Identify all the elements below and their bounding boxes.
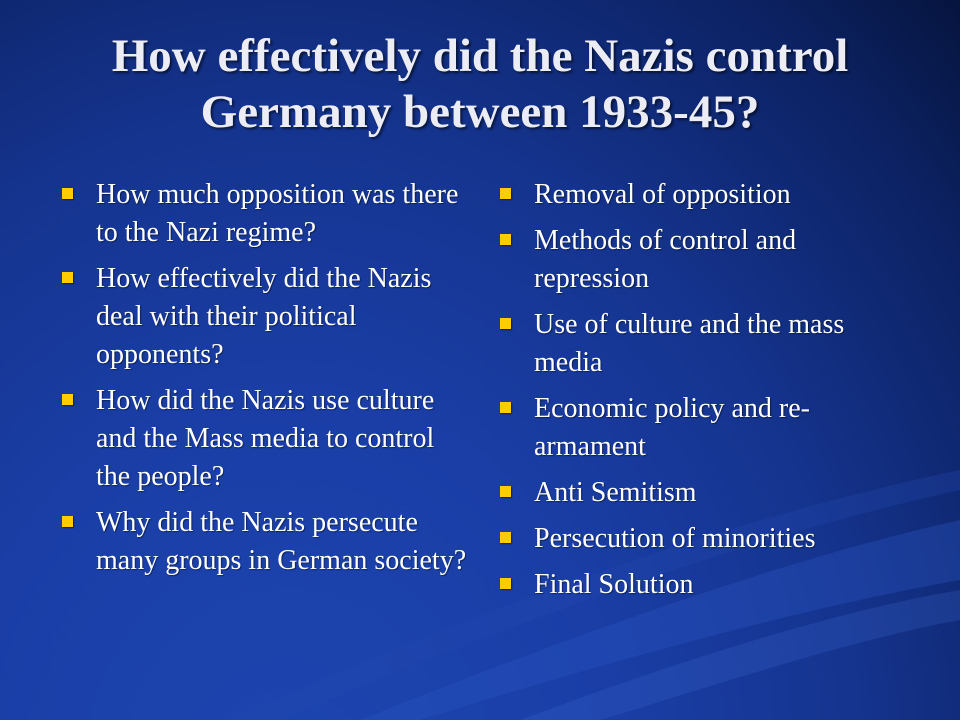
list-item-text: Why did the Nazis persecute many groups in German society? (96, 507, 467, 576)
list-item (498, 474, 918, 512)
list-item (498, 222, 918, 298)
square-bullet-icon (500, 188, 511, 199)
list-item (498, 520, 918, 558)
square-bullet-icon (62, 272, 73, 283)
list-item-text: Use of culture and the mass media (534, 309, 845, 378)
list-item (498, 306, 918, 382)
list-item-text: Removal of opposition (534, 179, 791, 210)
list-item-text: Final Solution (534, 569, 694, 600)
list-item (60, 382, 470, 496)
square-bullet-icon (62, 188, 73, 199)
square-bullet-icon (62, 394, 73, 405)
right-bullet-list (498, 176, 918, 612)
square-bullet-icon (500, 402, 511, 413)
list-item-text: How did the Nazis use culture and the Mass media to control the people? (96, 385, 435, 492)
list-item-text: Methods of control and repression (534, 225, 797, 294)
list-item (60, 504, 470, 580)
list-item (60, 176, 470, 252)
list-item-text: Economic policy and re-armament (534, 393, 811, 462)
list-item (498, 176, 918, 214)
list-item-text: How effectively did the Nazis deal with their political opponents? (96, 263, 432, 370)
list-item-text: Anti Semitism (534, 477, 697, 508)
square-bullet-icon (500, 486, 511, 497)
square-bullet-icon (62, 516, 73, 527)
slide-title: How effectively did the Nazis control Germany between 1933-45? (111, 30, 849, 138)
square-bullet-icon (500, 234, 511, 245)
list-item-text: Persecution of minorities (534, 523, 816, 554)
left-bullet-list (60, 176, 470, 588)
list-item (498, 390, 918, 466)
list-item (498, 566, 918, 604)
square-bullet-icon (500, 578, 511, 589)
list-item-text: How much opposition was there to the Nazi regime? (96, 179, 459, 248)
square-bullet-icon (500, 318, 511, 329)
square-bullet-icon (500, 532, 511, 543)
list-item (60, 260, 470, 374)
